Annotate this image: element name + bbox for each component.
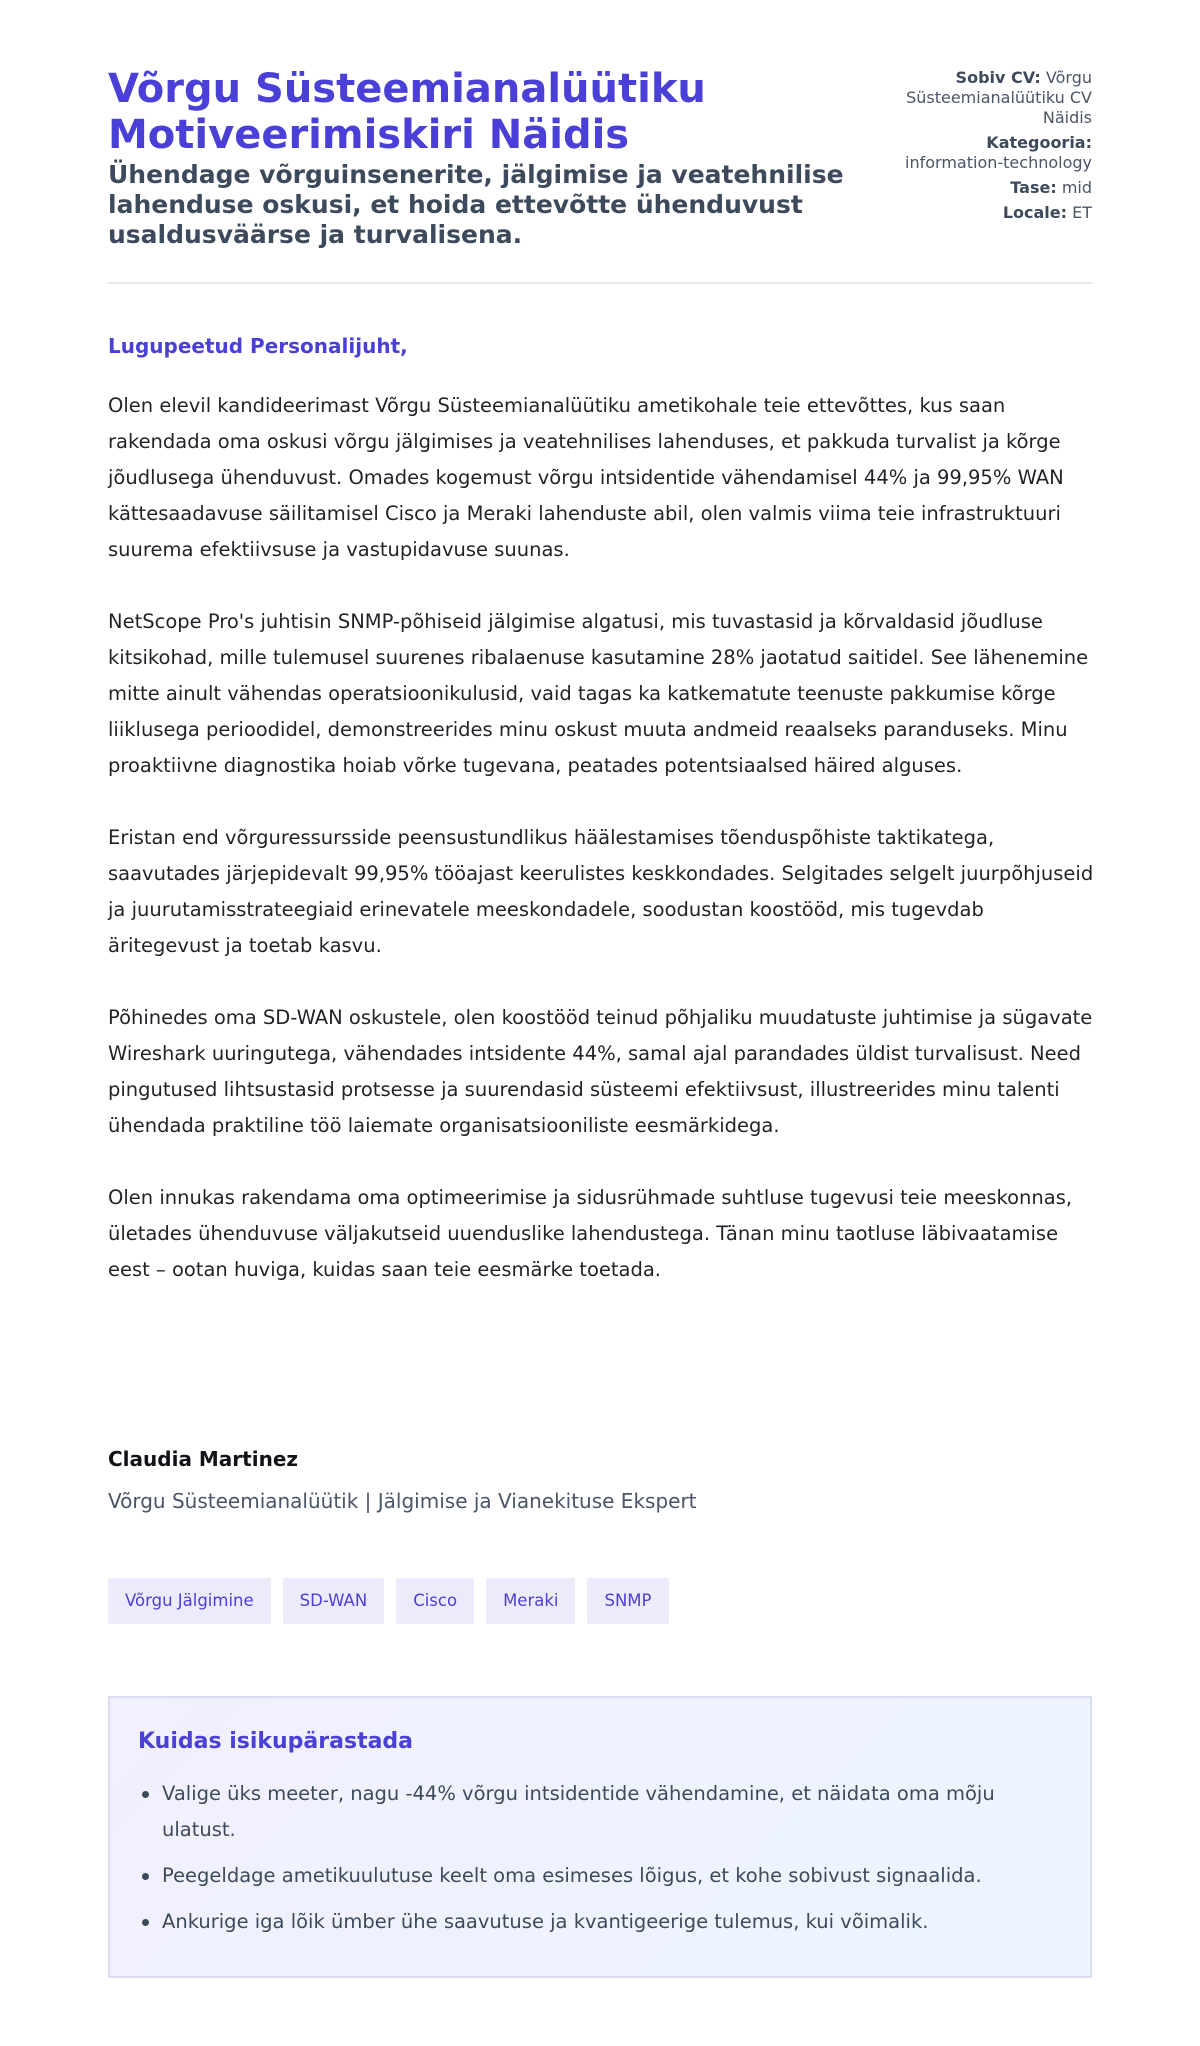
page-subtitle: Ühendage võrguinsenerite, jälgimise ja veatehnilise lahenduse oskusi, et hoida ettevõtte ühenduvust usaldusväärse ja turvalisena. [108,160,844,249]
meta-category-value: information-technology [905,153,1092,172]
meta-matching-cv-label: Sobiv CV: [955,68,1041,87]
personalization-tips-box [108,1696,1092,1978]
meta-matching-cv [902,68,1092,128]
tips-list [138,1776,1062,1940]
tips-title: Kuidas isikupärastada [138,1729,414,1754]
meta-locale-label: Locale: [1002,203,1068,222]
letter-paragraph: Olen elevil kandideerimast Võrgu Süsteemianalüütiku ametikohale teie ettevõttes, kus saan rakendada oma oskusi võrgu jälgimises ja veatehnilises lahenduses, et pakkuda turvalist ja kõrge jõudlusega ühenduvust. Omades kogemust võrgu intsidentide vähendamisel 44% ja 99,95% WAN kättesaadavuse säilitamisel Cisco ja Meraki lahenduste abil, olen valmis viima teie infrastruktuuri suurema efektiivsuse ja vastupidavuse suunas. [108,394,1064,561]
letter-paragraph: Olen innukas rakendama oma optimeerimise ja sidusrühmade suhtluse tugevusi teie meeskonnas, ületades ühenduvuse väljakutseid uuenduslike lahendustega. Tänan minu taotluse läbivaatamise eest – ootan huviga, kuidas saan teie eesmärke toetada. [108,1186,1073,1281]
signature-block [108,1444,697,1516]
skill-tag[interactable]: SNMP [587,1578,668,1624]
tip-item: Peegeldage ametikuulutuse keelt oma esimeses lõigus, et kohe sobivust signaalida. [162,1858,1062,1894]
letter-salutation: Lugupeetud Personalijuht, [108,334,408,358]
meta-locale [902,203,1092,223]
signature-role: Võrgu Süsteemianalüütik | Jälgimise ja Vianekituse Ekspert [108,1489,697,1513]
skill-tag[interactable]: SD-WAN [283,1578,385,1624]
meta-level-value: mid [1061,178,1092,197]
letter-paragraph: Eristan end võrguressursside peensustundlikus häälestamises tõenduspõhiste taktikatega, saavutades järjepidevalt 99,95% tööajast keerulistes keskkondades. Selgitades selgelt juurpõhjuseid ja juurutamisstrateegiaid erinevatele meeskondadele, soodustan koostööd, mis tugevdab äritegevust ja toetab kasvu. [108,826,1094,957]
letter-body [108,388,1098,1324]
skill-tag[interactable]: Cisco [396,1578,474,1624]
meta-locale-value: ET [1072,203,1092,222]
tip-item: Valige üks meeter, nagu -44% võrgu intsidentide vähendamine, et näidata oma mõju ulatust. [162,1776,1062,1848]
meta-panel [902,68,1092,228]
meta-category [902,133,1092,173]
letter-paragraph: Põhinedes oma SD-WAN oskustele, olen koostööd teinud põhjaliku muudatuste juhtimise ja sügavate Wireshark uuringutega, vähendades intsidente 44%, samal ajal parandades üldist turvalisust. Need pingutused lihtsustasid protsesse ja suurendasid süsteemi efektiivsust, illustreerides minu talenti ühendada praktiline töö laiemate organisatsiooniliste eesmärkidega. [108,1006,1093,1137]
signature-name: Claudia Martinez [108,1447,299,1471]
skill-tag[interactable]: Võrgu Jälgimine [108,1578,271,1624]
tip-item: Ankurige iga lõik ümber ühe saavutuse ja kvantigeerige tulemus, kui võimalik. [162,1904,1062,1940]
page-title: Võrgu Süsteemianalüütiku Motiveerimiskiri Näidis [108,66,706,158]
meta-category-label: Kategooria: [986,133,1092,152]
skill-tag[interactable]: Meraki [486,1578,575,1624]
skill-tags [108,1578,669,1624]
meta-matching-cv-value[interactable]: Võrgu Süsteemianalüütiku CV Näidis [906,68,1092,127]
cover-letter-page [108,0,1094,1933]
meta-level-label: Tase: [1010,178,1057,197]
page-header [108,0,1092,284]
letter-paragraph: NetScope Pro's juhtisin SNMP-põhiseid jälgimise algatusi, mis tuvastasid ja kõrvaldasid jõudluse kitsikohad, mille tulemusel suurenes ribalaenuse kasutamine 28% jaotatud saitidel. See lähenemine mitte ainult vähendas operatsioonikulusid, vaid tagas ka katkematute teenuste pakkumise kõrge liiklusega perioodidel, demonstreerides minu oskust muuta andmeid reaalseks paranduseks. Minu proaktiivne diagnostika hoiab võrke tugevana, peatades potentsiaalsed häired alguses. [108,610,1089,777]
meta-level [902,178,1092,198]
